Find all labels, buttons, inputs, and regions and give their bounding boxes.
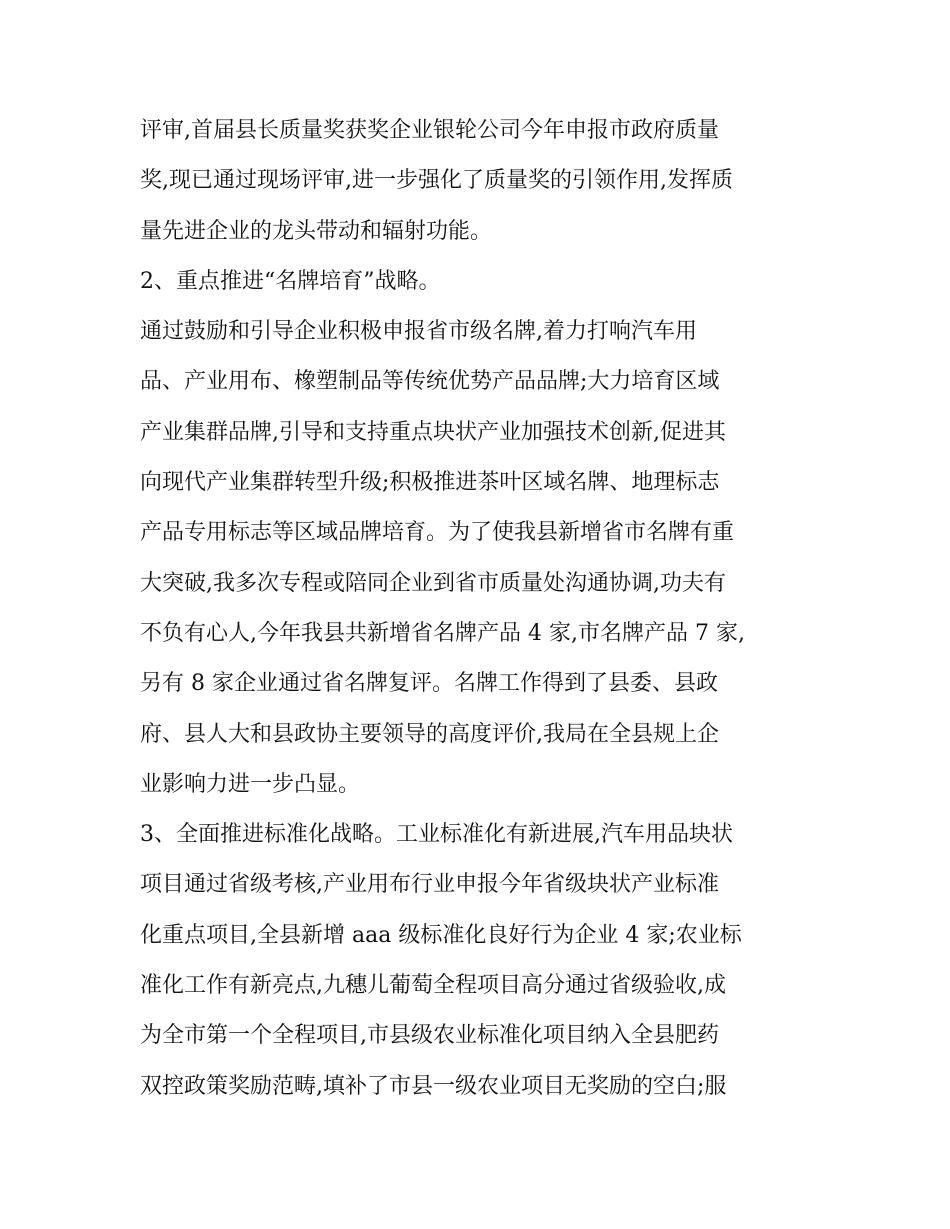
text-line: 双控政策奖励范畴,填补了市县一级农业项目无奖励的空白;服 xyxy=(140,1073,727,1099)
text-line: 产业集群品牌,引导和支持重点块状产业加强技术创新,促进其 xyxy=(140,419,726,445)
text-line: 向现代产业集群转型升级;积极推进茶叶区域名牌、地理标志 xyxy=(140,470,720,496)
text-line: 府、县人大和县政协主要领导的高度评价,我局在全县规上企 xyxy=(140,721,719,747)
text-line: 大突破,我多次专程或陪同企业到省市质量处沟通协调,功夫有 xyxy=(140,570,726,596)
document-body xyxy=(140,106,820,1112)
text-line: 业影响力进一步凸显。 xyxy=(140,771,361,797)
text-line: 评审,首届县长质量奖获奖企业银轮公司今年申报市政府质量 xyxy=(140,118,719,143)
text-line: 化重点项目,全县新增 aaa 级标准化良好行为企业 4 家;农业标 xyxy=(140,922,742,948)
text-line: 品、产业用布、橡塑制品等传统优势产品品牌;大力培育区域 xyxy=(140,369,720,395)
section-heading: 2、重点推进“名牌培育”战略。 xyxy=(140,268,441,294)
text-line: 通过鼓励和引导企业积极申报省市级名牌,着力打响汽车用 xyxy=(140,319,697,345)
text-line: 项目通过省级考核,产业用布行业申报今年省级块状产业标准 xyxy=(140,872,719,898)
text-line: 奖,现已通过现场评审,进一步强化了质量奖的引领作用,发挥质 xyxy=(140,168,733,194)
section-heading: 3、全面推进标准化战略。工业标准化有新进展,汽车用品块状 xyxy=(140,822,733,848)
text-line: 产品专用标志等区域品牌培育。为了使我县新增省市名牌有重 xyxy=(140,520,735,546)
text-line: 准化工作有新亮点,九穗儿葡萄全程项目高分通过省级验收,成 xyxy=(140,973,726,999)
text-line: 量先进企业的龙头带动和辐射功能。 xyxy=(140,218,493,244)
text-line: 不负有心人,今年我县共新增省名牌产品 4 家,市名牌产品 7 家, xyxy=(140,620,745,646)
text-line: 为全市第一个全程项目,市县级农业标准化项目纳入全县肥药 xyxy=(140,1023,719,1049)
text-line: 另有 8 家企业通过省名牌复评。名牌工作得到了县委、县政 xyxy=(140,671,718,697)
